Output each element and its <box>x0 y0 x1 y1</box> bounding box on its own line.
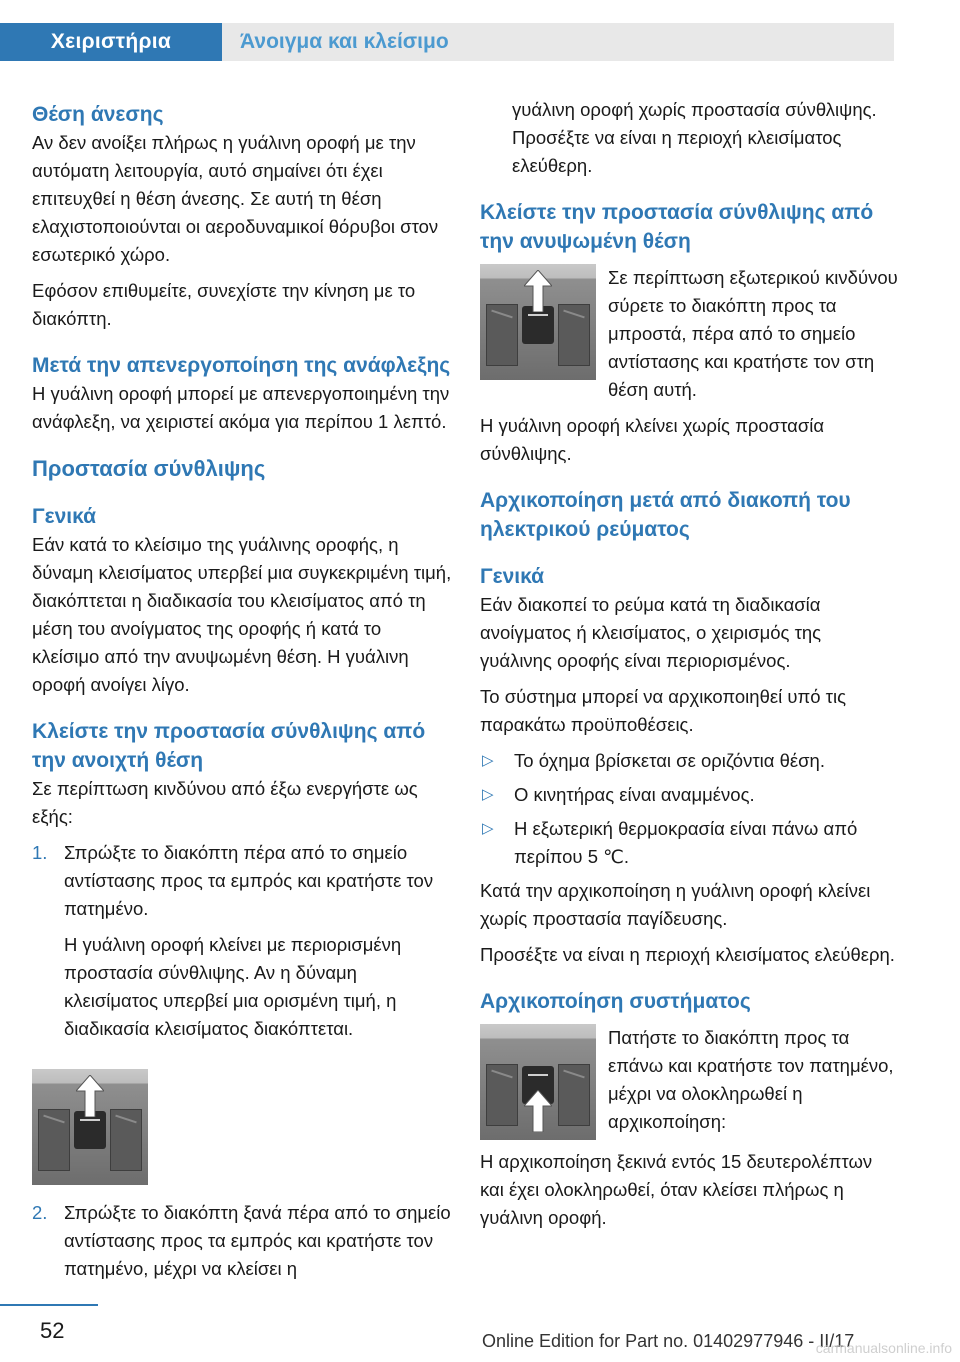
list-item <box>480 781 898 809</box>
switch-illustration <box>480 264 596 380</box>
triangle-bullet-icon: ▷ <box>482 752 494 769</box>
paragraph: Σε περίπτωση κινδύνου από έξω ενεργήστε ως εξής: <box>32 778 418 827</box>
page-number: 52 <box>40 1318 65 1343</box>
arrow-up-icon <box>524 270 552 312</box>
paragraph: Κατά την αρχικοποίηση η γυάλινη οροφή κλείνει χωρίς προστασία παγίδευσης. <box>480 880 871 929</box>
heading-after-ignition: Μετά την απενεργοποίηση της ανάφλεξης <box>32 354 451 377</box>
heading-init-after-power: Αρχικοποίηση μετά από διακοπή του ηλεκτρικού ρεύματος <box>480 489 851 541</box>
watermark: carmanualsonline.info <box>815 1340 952 1356</box>
step-text: Σπρώξτε το διακόπτη πέρα από το σημείο αντίστασης προς τα εμπρός και κρατήστε τον πατημένο. <box>64 842 434 919</box>
paragraph: Πατήστε το διακόπτη προς τα επάνω και κρατήστε τον πατημένο, μέχρι να ολοκληρωθεί η αρχικοποίηση: <box>608 1027 894 1132</box>
heading-system-init: Αρχικοποίηση συστήματος <box>480 990 751 1013</box>
arrow-up-icon <box>76 1075 104 1117</box>
heading-close-from-open: Κλείστε την προστασία σύνθλιψης από την ανοιχτή θέση <box>32 720 426 772</box>
footer-divider <box>0 1304 98 1306</box>
paragraph: Εφόσον επιθυμείτε, συνεχίστε την κίνηση με το διακόπτη. <box>32 280 416 329</box>
list-item <box>480 747 898 775</box>
paragraph: γυάλινη οροφή χωρίς προστασία σύνθλιψης. Προσέξτε να είναι η περιοχή κλεισίματος ελεύθερη. <box>512 99 877 176</box>
switch-illustration <box>32 1069 148 1185</box>
step-subtext: Η γυάλινη οροφή κλείνει με περιορισμένη προστασία σύνθλιψης. Αν η δύναμη κλεισίματος υπερβεί μια ορισμένη τιμή, η διαδικασία κλεισίματος διακόπτεται. <box>64 934 402 1039</box>
chapter-tab[interactable]: Χειριστήρια <box>0 23 222 61</box>
heading-general: Γενικά <box>480 565 545 588</box>
bullet-text: Η εξωτερική θερμοκρασία είναι πάνω από περίπου 5 ℃. <box>514 818 858 867</box>
left-column <box>32 100 452 1283</box>
list-item <box>32 839 452 923</box>
section-tab[interactable]: Άνοιγμα και κλείσιμο <box>222 23 894 61</box>
list-item <box>32 1199 452 1283</box>
page-header <box>0 0 960 62</box>
paragraph: Εάν διακοπεί το ρεύμα κατά τη διαδικασία ανοίγματος ή κλεισίματος, ο χειρισμός της γυάλινης οροφής είναι περιορισμένος. <box>480 594 822 671</box>
right-column <box>480 96 898 1232</box>
step-number: 2. <box>32 1202 48 1223</box>
arrow-up-icon <box>524 1090 552 1132</box>
figure-row <box>480 264 898 404</box>
paragraph: Η γυάλινη οροφή μπορεί με απενεργοποιημένη την ανάφλεξη, να χειριστεί ακόμα για περίπου 1 λεπτό. <box>32 383 450 432</box>
edition-note: Online Edition for Part no. 01402977946 - II/17 <box>482 1331 855 1351</box>
figure-row <box>480 1024 898 1140</box>
heading-comfort-position: Θέση άνεσης <box>32 103 164 126</box>
paragraph: Εάν κατά το κλείσιμο της γυάλινης οροφής, η δύναμη κλεισίματος υπερβεί μια συγκεκριμένη τιμή, διακόπτεται η διαδικασία του κλεισίματος από τη μέση του ανοίγματος της οροφής ή κατά το κλείσιμο από την ανυψωμένη θέση. Η γυάλινη οροφή ανοίγει λίγο. <box>32 534 452 695</box>
triangle-bullet-icon: ▷ <box>482 820 494 837</box>
heading-general: Γενικά <box>32 505 97 528</box>
step-text: Σπρώξτε το διακόπτη ξανά πέρα από το σημείο αντίστασης προς τα εμπρός και κρατήστε τον πατημένο, μέχρι να κλείσει η <box>64 1202 451 1279</box>
paragraph: Αν δεν ανοίξει πλήρως η γυάλινη οροφή με την αυτόματη λειτουργία, αυτό σημαίνει ότι έχει επιτευχθεί η θέση άνεσης. Σε αυτή τη θέση ελαχιστοποιούνται οι αεροδυναμικοί θόρυβοι στον εσωτερικό χώρο. <box>32 132 439 265</box>
paragraph: Σε περίπτωση εξωτερικού κινδύνου σύρετε το διακόπτη προς τα μπροστά, πέρα από το σημείο αντίστασης και κρατήστε τον στη θέση αυτή. <box>608 267 898 400</box>
paragraph: Το σύστημα μπορεί να αρχικοποιηθεί υπό τις παρακάτω προϋποθέσεις. <box>480 686 847 735</box>
switch-illustration <box>480 1024 596 1140</box>
triangle-bullet-icon: ▷ <box>482 786 494 803</box>
heading-close-from-raised: Κλείστε την προστασία σύνθλιψης από την ανυψωμένη θέση <box>480 201 874 253</box>
step-number: 1. <box>32 842 48 863</box>
bullet-text: Ο κινητήρας είναι αναμμένος. <box>514 784 755 805</box>
paragraph: Προσέξτε να είναι η περιοχή κλεισίματος ελεύθερη. <box>480 944 895 965</box>
list-item <box>480 815 898 871</box>
paragraph: Η γυάλινη οροφή κλείνει χωρίς προστασία σύνθλιψης. <box>480 415 825 464</box>
paragraph: Η αρχικοποίηση ξεκινά εντός 15 δευτερολέπτων και έχει ολοκληρωθεί, όταν κλείσει πλήρως η γυάλινη οροφή. <box>480 1151 873 1228</box>
bullet-text: Το όχημα βρίσκεται σε οριζόντια θέση. <box>514 750 825 771</box>
heading-pinch-protection: Προστασία σύνθλιψης <box>32 456 266 481</box>
